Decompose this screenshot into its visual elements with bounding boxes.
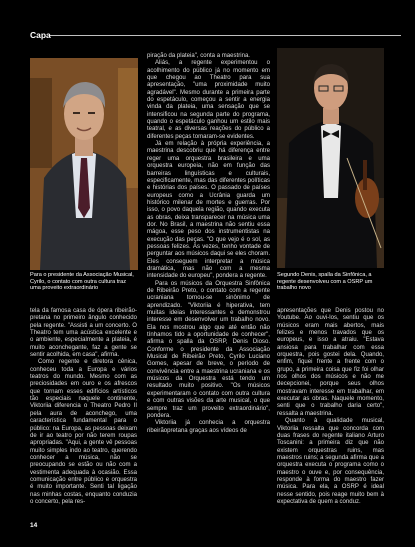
paragraph: tela da famosa casa de ópera ribeirão-pretana no primeiro ângulo conhecido pela regente. "Assisti a um concerto. O Theatro tem uma acústica excelente e o ambiente, especialmente a plateia, é muito aconchegante, faz a gente se sentir acolhida, em casa", afirma.	[30, 308, 137, 359]
paragraph: Aliás, a regente experimentou o acolhimento do público já no momento em que chegou ao Theatro para sua apresentação, "uma proximidade muito agradável". Mesmo durante a primeira parte do espetáculo, começou a sentir a energia vinda da plateia, uma sensação que se intensificou na segunda parte do programa, quando o espetáculo ganhou um estilo mais teatral, e as diversas reações do público a diferentes peças tomaram-se evidentes.	[147, 60, 270, 140]
portrait-illustration	[30, 58, 138, 270]
left-photo-caption: Para o presidente da Associação Musical, Cyrilo, o contato com outra cultura traz uma proveito extraordinário	[30, 272, 134, 292]
paragraph: piração da plateia", conta a maestrina.	[147, 53, 250, 59]
paragraph: Viktoriia já conhecia a orquestra ribeirãopretana graças aos vídeos de	[147, 420, 270, 434]
violinist-illustration	[277, 48, 384, 268]
article-column-3	[277, 308, 384, 506]
header-rule	[50, 35, 401, 36]
denis-portrait-photo	[277, 48, 384, 268]
section-title: Capa	[30, 30, 51, 40]
article-column-2	[147, 53, 270, 435]
paragraph: Como regente e diretora cênica, conheceu toda a Europa e vários teatros do mundo. Mesmo com as preciosidades em ouro e os afrescos que tornam esses edifícios artísticos tão especiais naquele continente, Viktoriia diferencia o Theatro Pedro II pela aura de aconchego, uma característica fundamental para o público: na Europa, as pessoas deixam de ir ao teatro por não terem roupas apropriadas. "Aqui, a gente vê pessoas muito simples indo ao teatro, querendo conhecer a música, não se preocupando se estão ou não com a vestimenta adequada à ocasião. Essa comunicação entre público e orquestra é muito importante. Senti tal ligação nas minhas costas, enquanto conduzia o concerto, pela res-	[30, 359, 137, 505]
article-column-1	[30, 308, 137, 506]
paragraph: apresentações que Denis postou no Youtube. Ao ouvi-los, sentiu que os músicos eram mais abertos, mais felizes e menos travados que os europeus, e isso a atraiu. "Estava ansiosa para trabalhar com essa orquestra, pois gostei dela. Quando, enfim, fiquei frente a frente com o grupo, a primeira coisa que fiz foi olhar nos olhos dos músicos e não me decepcionei, porque seus olhos mostravam interesse em trabalhar, em executar as obras. Naquele momento, senti que o trabalho daria certo", ressalta a maestrina.	[277, 308, 384, 417]
cyrilo-portrait-photo	[30, 58, 138, 270]
paragraph: Já em relação à própria experiência, a maestrina descobriu que há diferença entre reger uma orquestra brasileira e uma orquestra europeia, não em função das barreiras linguísticas e culturais, especificamente, mas das diferentes políticas e histórias dos países. O passado de países europeus como a Ucrânia guarda um histórico milenar de mortes e guerras. Por isso, o povo daquela região, quando executa as obras, deixa transparecer na música uma dor. No Brasil, a maestrina não sentiu essa mágoa, esse peso dos instrumentistas na execução das peças. "O que vejo é o sol, as pessoas felizes. Às vezes, tenho vontade de perguntar aos músicos daqui se eles choram. Eles conseguem interpretar a música dramática, mas não com a mesma intensidade do europeu", pondera a regente.	[147, 141, 270, 280]
paragraph: Para os músicos da Orquestra Sinfônica de Ribeirão Preto, o contato com a regente ucraniana tornou-se sinônimo de aprendizado. "Viktoriia é hiperativa, tem muitas ideias interessantes e demonstrou interesse em desenvolver um trabalho novo. Ela nos mostrou algo que até então não tínhamos tido a oportunidade de conhecer", afirma o spalla da OSRP, Denis Dioso. Conforme o presidente da Associação Musical de Ribeirão Preto, Cyrilo Luciano Gomes, apesar de breve, o período de convivência entre a maestrina ucraniana e os músicos da Orquestra está tendo um resultado muito positivo. "Os músicos experimentaram o contato com outra cultura e com outras visões da arte musical, o que sempre traz um proveito extraordinário", pondera.	[147, 280, 270, 419]
paragraph: Quanto à qualidade musical, Viktoriia ressalta que concorda com duas frases do regente italiano Arturo Toscanini: a primeira diz que não existem orquestras ruins, mas maestros ruins; a segunda afirma que a orquestra executa o programa como o maestro o ouve e, por consequência, responde à forma do maestro fazer música. Para ela, a OSRP é ideal nesse sentido, pois reage muito bem à expectativa de quem a conduz.	[277, 418, 384, 505]
right-photo-caption: Segundo Denis, spalla da Sinfônica, a regente desenvolveu com a OSRP um trabalho novo	[277, 272, 373, 292]
page-number: 14	[30, 522, 38, 529]
